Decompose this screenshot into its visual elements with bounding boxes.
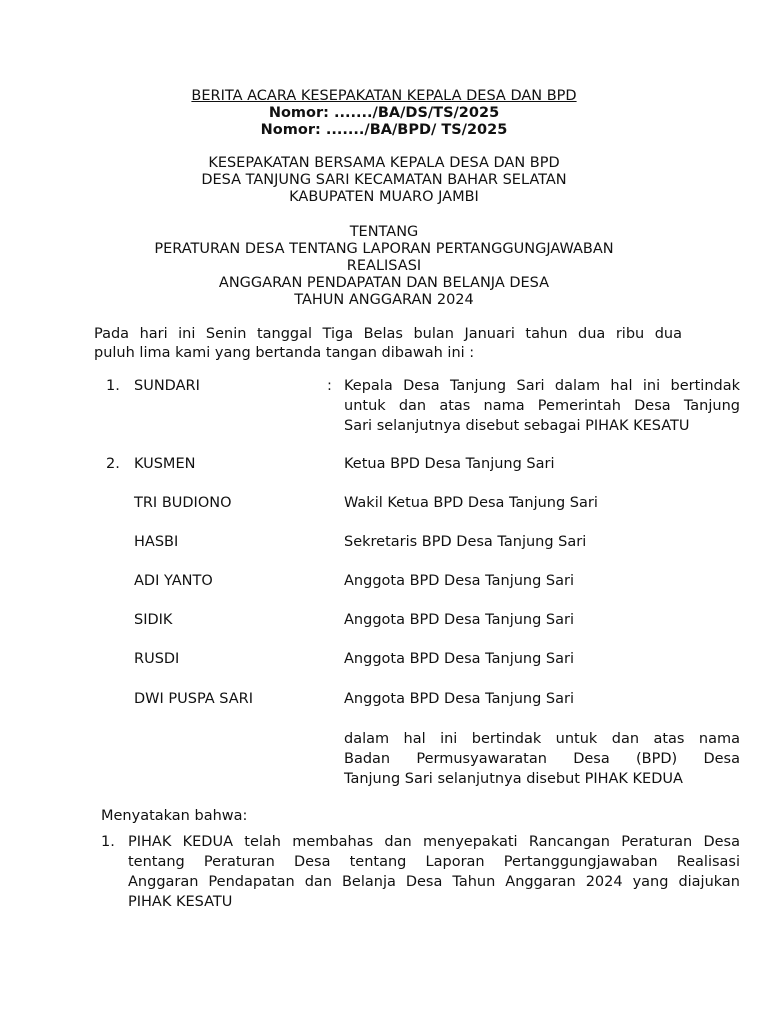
member-name: SIDIK — [134, 612, 173, 628]
member-name: ADI YANTO — [134, 573, 213, 589]
party-1-colon: : — [327, 378, 332, 394]
party-1-number: 1. — [106, 378, 120, 394]
member-role: Anggota BPD Desa Tanjung Sari — [344, 651, 575, 667]
party-2-number: 2. — [106, 456, 120, 472]
nomor-desa: Nomor: ......./BA/DS/TS/2025 — [268, 105, 500, 121]
party-1-desc-line-2: untuk dan atas nama Pemerintah Desa Tanjung — [344, 398, 740, 414]
intro-paragraph — [94, 325, 682, 363]
member-role: Anggota BPD Desa Tanjung Sari — [344, 691, 575, 707]
party-1-desc-line-3: Sari selanjutnya disebut sebagai PIHAK KESATU — [344, 418, 690, 434]
intro-line-1: Pada hari ini Senin tanggal Tiga Belas bulan Januari tahun dua ribu dua — [94, 326, 682, 342]
agreement-line-1: KESEPAKATAN BERSAMA KEPALA DESA DAN BPD — [208, 155, 560, 171]
member-role: Wakil Ketua BPD Desa Tanjung Sari — [344, 495, 598, 511]
statement-1-line-2: tentang Peraturan Desa tentang Laporan Pertanggungjawaban Realisasi — [128, 854, 740, 870]
subject-line-5: TAHUN ANGGARAN 2024 — [294, 292, 474, 308]
member-name: HASBI — [134, 534, 179, 550]
member-name: DWI PUSPA SARI — [134, 691, 254, 707]
member-role: Anggota BPD Desa Tanjung Sari — [344, 573, 575, 589]
document-title: BERITA ACARA KESEPAKATAN KEPALA DESA DAN BPD — [191, 88, 577, 104]
agreement-line-2: DESA TANJUNG SARI KECAMATAN BAHAR SELATAN — [201, 172, 567, 188]
subject-line-1: TENTANG — [349, 224, 419, 240]
nomor-bpd: Nomor: ......./BA/BPD/ TS/2025 — [260, 122, 508, 138]
member-name: TRI BUDIONO — [134, 495, 232, 511]
statement-1-line-1: PIHAK KEDUA telah membahas dan menyepakati Rancangan Peraturan Desa — [128, 834, 740, 850]
subject-line-3: REALISASI — [346, 258, 422, 274]
party-1-name: SUNDARI — [134, 378, 200, 394]
intro-line-2: puluh lima kami yang bertanda tangan dibawah ini : — [94, 345, 475, 361]
party-2-desc-line-1: dalam hal ini bertindak untuk dan atas nama — [344, 731, 740, 747]
party-1-desc-line-1: Kepala Desa Tanjung Sari dalam hal ini bertindak — [344, 378, 740, 394]
statement-1-number: 1. — [101, 834, 115, 850]
party-2-desc-line-3: Tanjung Sari selanjutnya disebut PIHAK KEDUA — [344, 771, 683, 787]
party-2-desc-line-2: Badan Permusyawaratan Desa (BPD) Desa — [344, 751, 740, 767]
member-role: Sekretaris BPD Desa Tanjung Sari — [344, 534, 587, 550]
subject-heading — [0, 224, 768, 309]
member-role: Anggota BPD Desa Tanjung Sari — [344, 612, 575, 628]
subject-line-4: ANGGARAN PENDAPATAN DAN BELANJA DESA — [218, 275, 550, 291]
statement-intro: Menyatakan bahwa: — [101, 808, 248, 824]
statement-1-line-4: PIHAK KESATU — [128, 894, 233, 910]
party-2-description — [344, 729, 740, 789]
member-role: Ketua BPD Desa Tanjung Sari — [344, 456, 555, 472]
agreement-heading — [0, 155, 768, 206]
statement-1-text — [128, 832, 740, 912]
member-name: KUSMEN — [134, 456, 196, 472]
member-name: RUSDI — [134, 651, 180, 667]
agreement-line-3: KABUPATEN MUARO JAMBI — [289, 189, 479, 205]
subject-line-2: PERATURAN DESA TENTANG LAPORAN PERTANGGUNGJAWABAN — [154, 241, 614, 257]
statement-1-line-3: Anggaran Pendapatan dan Belanja Desa Tahun Anggaran 2024 yang diajukan — [128, 874, 740, 890]
document-header — [0, 88, 768, 139]
party-1-description — [344, 376, 740, 436]
